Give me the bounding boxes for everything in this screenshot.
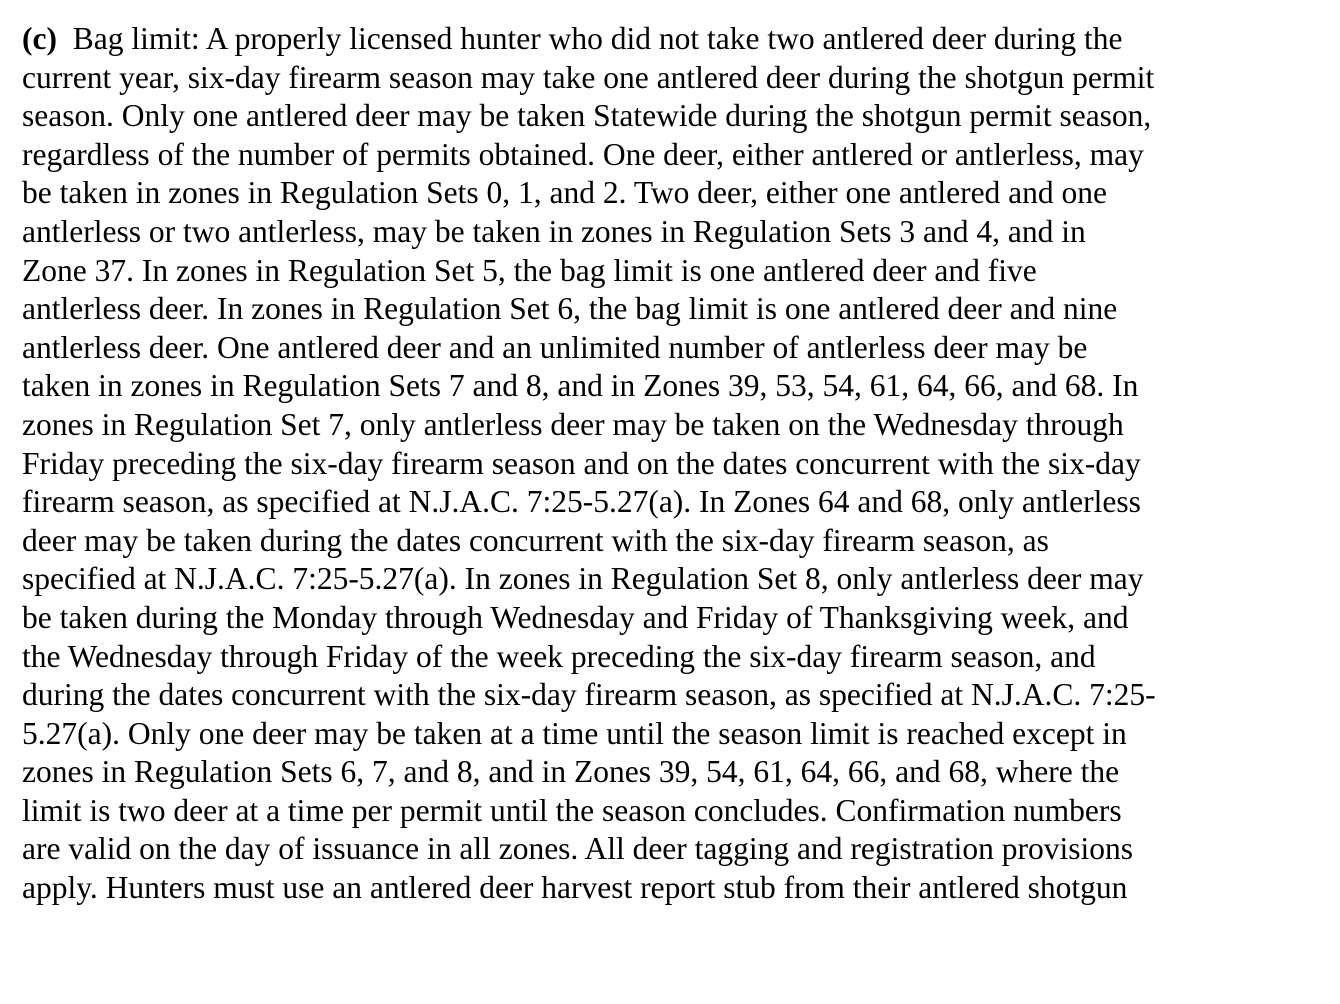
paragraph-line: are valid on the day of issuance in all zones. All deer tagging and registration provisions [22, 831, 1133, 867]
paragraph-line: the Wednesday through Friday of the week preceding the six-day firearm season, and [22, 638, 1096, 674]
paragraph-line: Zone 37. In zones in Regulation Set 5, the bag limit is one antlered deer and five [22, 252, 1037, 288]
regulation-paragraph-c [22, 20, 1326, 908]
paragraph-line: zones in Regulation Set 7, only antlerless deer may be taken on the Wednesday through [22, 406, 1124, 442]
paragraph-line-text: Bag limit: A properly licensed hunter who did not take two antlered deer during the [72, 21, 1123, 56]
paragraph-line: limit is two deer at a time per permit until the season concludes. Confirmation numbers [22, 792, 1122, 828]
paragraph-marker: (c) [22, 21, 57, 56]
paragraph-line: antlerless or two antlerless, may be taken in zones in Regulation Sets 3 and 4, and in [22, 213, 1086, 249]
paragraph-line: be taken during the Monday through Wednesday and Friday of Thanksgiving week, and [22, 599, 1129, 635]
paragraph-line: specified at N.J.A.C. 7:25-5.27(a). In zones in Regulation Set 8, only antlerless deer may [22, 561, 1144, 597]
paragraph-line: season. Only one antlered deer may be taken Statewide during the shotgun permit season, [22, 98, 1152, 134]
paragraph-line: firearm season, as specified at N.J.A.C. 7:25-5.27(a). In Zones 64 and 68, only antlerless [22, 484, 1141, 520]
paragraph-line [22, 20, 1326, 59]
paragraph-line: be taken in zones in Regulation Sets 0, 1, and 2. Two deer, either one antlered and one [22, 175, 1108, 211]
paragraph-line: 5.27(a). Only one deer may be taken at a time until the season limit is reached except in [22, 715, 1127, 751]
paragraph-line: antlerless deer. One antlered deer and an unlimited number of antlerless deer may be [22, 329, 1088, 365]
paragraph-line: zones in Regulation Sets 6, 7, and 8, and in Zones 39, 54, 61, 64, 66, and 68, where the [22, 754, 1120, 790]
paragraph-line: during the dates concurrent with the six-day firearm season, as specified at N.J.A.C. 7:25- [22, 677, 1156, 713]
paragraph-line: deer may be taken during the dates concurrent with the six-day firearm season, as [22, 522, 1049, 558]
paragraph-line: apply. Hunters must use an antlered deer harvest report stub from their antlered shotgun [22, 870, 1128, 906]
paragraph-line: taken in zones in Regulation Sets 7 and 8, and in Zones 39, 53, 54, 61, 64, 66, and 68. In [22, 368, 1139, 404]
paragraph-line: Friday preceding the six-day firearm season and on the dates concurrent with the six-day [22, 445, 1141, 481]
paragraph-line: regardless of the number of permits obtained. One deer, either antlered or antlerless, may [22, 136, 1144, 172]
paragraph-line: current year, six-day firearm season may take one antlered deer during the shotgun permit [22, 59, 1155, 95]
paragraph-line: antlerless deer. In zones in Regulation Set 6, the bag limit is one antlered deer and nine [22, 291, 1118, 327]
